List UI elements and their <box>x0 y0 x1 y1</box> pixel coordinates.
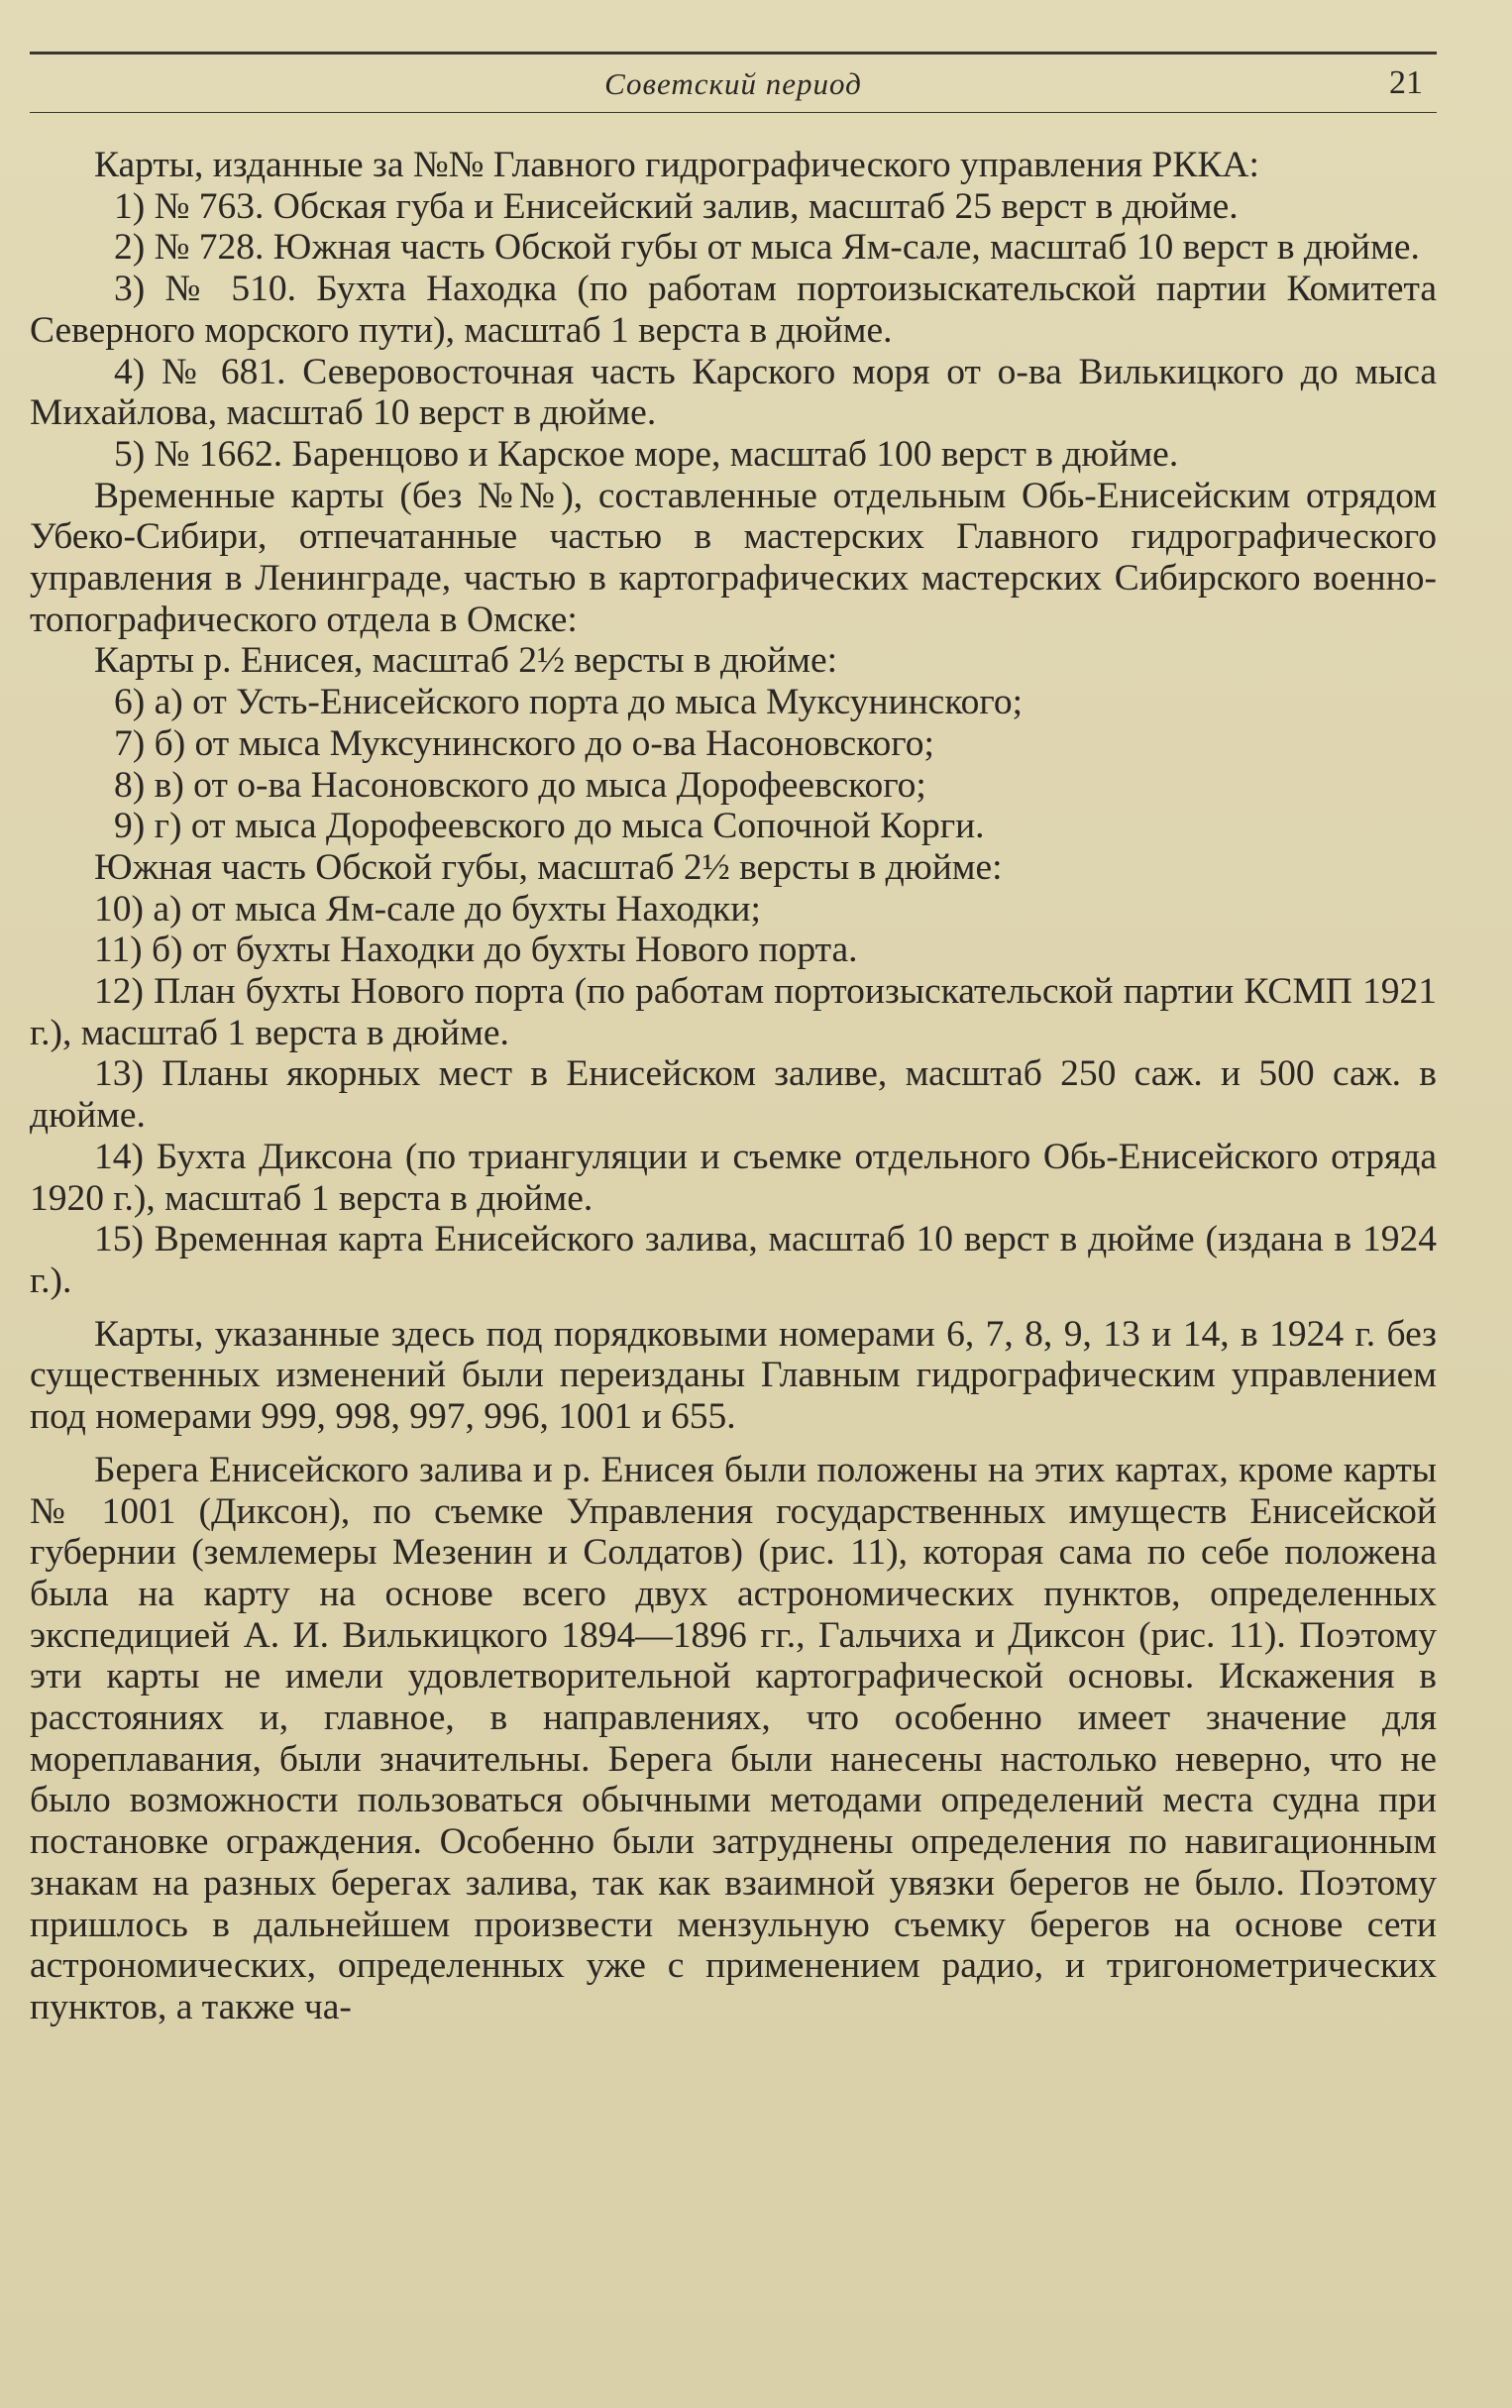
paragraph-reissue: Карты, указанные здесь под порядковыми номерами 6, 7, 8, 9, 13 и 14, в 1924 г. без существенных изменений были переизданы Главным гидрографическим управлением под номерами 999, 998, 997, 996, 1001 и 655. <box>30 1313 1437 1438</box>
paragraph-coastline: Берега Енисейского залива и р. Енисея были положены на этих картах, кроме карты № 1001 (Диксон), по съемке Управления государственных имуществ Енисейской губернии (землемеры Мезенин и Солдатов) (рис. 11), которая сама по себе положена была на карту на основе всего двух астрономических пунктов, определенных экспедицией А. И. Вилькицкого 1894—1896 гг., Гальчиха и Диксон (рис. 11). Поэтому эти карты не имели удовлетворительной картографической основы. Искажения в расстояниях и, главное, в направлениях, что особенно имеет значение для мореплавания, были значительны. Берега были нанесены настолько неверно, что не было возможности пользоваться обычными методами определений места судна при постановке ограждения. Особенно были затруднены определения по навигационным знакам на разных берегах залива, так как взаимной увязки берегов не было. Поэтому пришлось в дальнейшем произвести мензульную съемку берегов на основе сети астрономических, определенных уже с применением радио, и тригонометрических пунктов, а также ча- <box>30 1449 1437 2027</box>
list-item: 6) а) от Усть-Енисейского порта до мыса Муксунинского; <box>114 682 1024 723</box>
list-item: 15) Временная карта Енисейского залива, масштаб 10 верст в дюйме (издана в 1924 г.). <box>30 1219 1437 1301</box>
list-item: 7) б) от мыса Муксунинского до о-ва Насоновского; <box>114 722 934 764</box>
list-item: 4) № 681. Северовосточная часть Карского моря от о-ва Вилькицкого до мыса Михайлова, масштаб 10 верст в дюйме. <box>30 351 1437 434</box>
list-item: 8) в) от о-ва Насоновского до мыса Дорофеевского; <box>114 764 926 806</box>
list-item: 9) г) от мыса Дорофеевского до мыса Сопочной Корги. <box>114 806 985 847</box>
list-item: 10) а) от мыса Ям-сале до бухты Находки; <box>94 888 761 930</box>
subheading-ob-bay: Южная часть Обской губы, масштаб 2½ версты в дюйме: <box>94 846 1003 888</box>
list-item: 2) № 728. Южная часть Обской губы от мыса Ям-сале, масштаб 10 верст в дюйме. <box>114 227 1420 269</box>
list-item: 12) План бухты Нового порта (по работам портоизыскательской партии КСМП 1921 г.), масштаб 1 верста в дюйме. <box>30 971 1437 1053</box>
list-item: 5) № 1662. Баренцово и Карское море, масштаб 100 верст в дюйме. <box>114 433 1179 475</box>
list-item: 11) б) от бухты Находки до бухты Нового порта. <box>94 930 858 971</box>
running-header-title: Советский период <box>604 66 862 101</box>
page-number: 21 <box>1389 64 1423 101</box>
paragraph-intro: Карты, изданные за №№ Главного гидрографического управления РККА: <box>94 145 1259 185</box>
running-header <box>30 52 1437 113</box>
text-body <box>30 145 1437 2028</box>
list-item: 1) № 763. Обская губа и Енисейский залив, масштаб 25 верст в дюйме. <box>114 185 1239 227</box>
list-item: 14) Бухта Диксона (по триангуляции и съемке отдельного Обь-Енисейского отряда 1920 г.), масштаб 1 верста в дюйме. <box>30 1136 1437 1219</box>
subheading-yenisei: Карты р. Енисея, масштаб 2½ версты в дюйме: <box>94 640 838 682</box>
list-item: 3) № 510. Бухта Находка (по работам портоизыскательской партии Комитета Северного морского пути), масштаб 1 верста в дюйме. <box>30 269 1437 351</box>
list-item: 13) Планы якорных мест в Енисейском заливе, масштаб 250 саж. и 500 саж. в дюйме. <box>30 1053 1437 1137</box>
paragraph-temporary-maps: Временные карты (без №№), составленные отдельным Обь-Енисейским отрядом Убеко-Сибири, отпечатанные частью в мастерских Главного гидрографического управления в Ленинграде, частью в картографических мастерских Сибирского военно-топографического отдела в Омске: <box>30 475 1437 640</box>
